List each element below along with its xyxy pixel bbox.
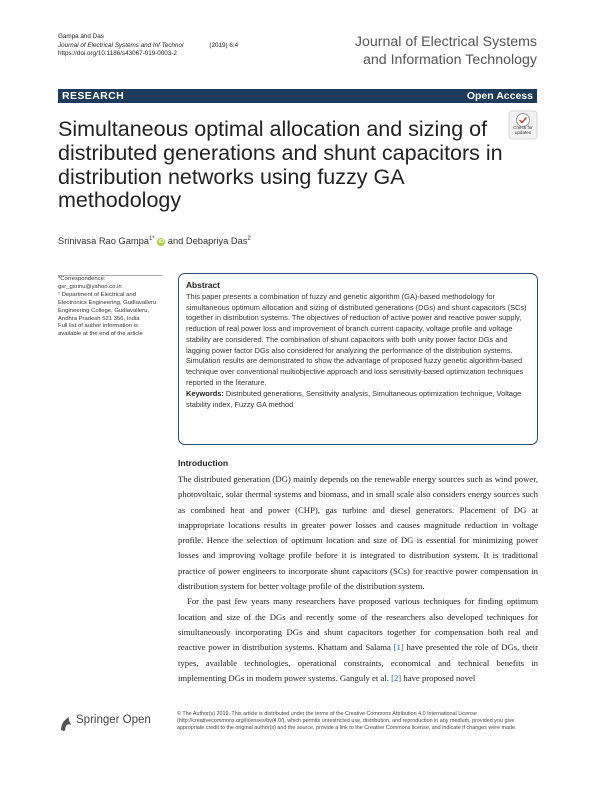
header-authors: Gampa and Das: [58, 33, 104, 40]
springer-horse-icon: [58, 713, 74, 733]
paragraph-2-part-a: For the past few years many researchers have proposed various techniques for finding optimum location and size of the DGs and recently some of the researchers also developed techniques for simultaneously incorporating DGs and shunt capacitors together for compensation both real and reactive power in distribution systems. Khattam and Salama: [178, 596, 538, 653]
introduction-heading: Introduction: [178, 458, 229, 468]
introduction-paragraph-1: The distributed generation (DG) mainly depends on the renewable energy sources such as wind power, photovoltaic, solar thermal systems and biomass, and in small scale also considers energy sources such as combined heat and power (CHP), gas turbine and diesel generators. Placement of DG at inappropriate locations results in greater power losses and causes magnitude reduction in voltage profile. Hence the selection of optimum location and size of DG is essential for minimizing power losses and improving voltage profile before it is integrated to distribution system. It is traditional practice of power engineers to incorporate shunt capacitors (SCs) for reactive power compensation in distribution system for better voltage profile of the distribution system.: [178, 474, 538, 592]
author-1-affiliation-mark: 1*: [148, 236, 155, 242]
header-year-volume: (2019) 6:4: [209, 41, 239, 49]
publisher-name: Springer Open: [76, 714, 151, 726]
article-type-label: RESEARCH: [62, 90, 125, 102]
abstract-text: This paper presents a combination of fuzzy and genetic algorithm (GA)-based methodology for simultaneous optimum allocation and sizing of distributed generations (DGs) and shunt capacitors (SCs) together in distribution systems. The objectives of reduction of active power and reactive power supply, reduction of real power loss and improvement of branch current capacity, voltage profile and voltage stability are considered. The combination of shunt capacitors with both unity power factor DGs and lagging power factor DGs also considered for analyzing the performance of the distribution systems. Simulation results are demonstrated to show the advantage of proposed fuzzy genetic algorithm-based technique over conventional multiobjective approach and loss sensitivity-based optimization techniques reported in the literature.: [186, 292, 527, 387]
author-connector: and: [165, 236, 186, 247]
author-1[interactable]: Srinivasa Rao Gampa: [58, 236, 149, 247]
article-type-banner: [58, 89, 537, 103]
paragraph-2-part-b: have presented the role of DGs, their types, available technologies, operational constraints, economical and technical benefits in implementing DGs in modern power systems. Ganguly et al.: [178, 642, 538, 683]
correspondence-label: *Correspondence:: [58, 276, 106, 282]
reference-link-1[interactable]: [1]: [393, 642, 404, 653]
author-2-affiliation-mark: 2: [247, 236, 251, 242]
introduction-paragraph-2: [178, 594, 538, 686]
paragraph-2-part-c: have proposed novel: [401, 672, 476, 683]
affiliation-text: ¹ Department of Electrical and Electronics Engineering, Gudlavalleru Engineering College, Gudlavalleru, Andhra Pradesh 521 356, India: [58, 291, 157, 322]
introduction-body: [178, 472, 538, 686]
keywords: [186, 389, 530, 410]
abstract-box: [178, 273, 538, 445]
license-text: © The Author(s) 2019. This article is distributed under the terms of the Creative Commons Attribution 4.0 International License (http://creativecommons.org/licenses/by/4.0/), which permits unrestricted use, distribution, and reproduction in any medium, provided you give appropriate credit to the original author(s) and the source, provide a link to the Creative Commons license, and indicate if changes were made.: [177, 711, 517, 732]
author-2[interactable]: Debapriya Das: [185, 236, 248, 247]
correspondence-email[interactable]: gsr_gsrinu@yahoo.co.in: [58, 283, 122, 290]
abstract-heading: Abstract: [186, 280, 220, 290]
keywords-label: Keywords:: [186, 389, 224, 399]
author-list: [58, 236, 251, 246]
header-doi[interactable]: https://doi.org/10.1186/s43067-019-0003-2: [58, 50, 177, 58]
open-access-label: Open Access: [466, 90, 533, 102]
article-title: Simultaneous optimal allocation and sizing of distributed generations and shunt capacitors in distribution networks using fuzzy GA methodology: [58, 117, 503, 213]
journal-name-line1: Journal of Electrical Systems: [354, 34, 537, 50]
reference-link-2[interactable]: [2]: [391, 672, 402, 683]
author-info-note: Full list of author information is available at the end of the article: [58, 323, 143, 338]
header-citation: [58, 42, 238, 51]
journal-name-line2: and Information Technology: [362, 51, 537, 68]
badge-label-line2: updates: [514, 130, 532, 135]
journal-name: [317, 34, 537, 69]
header-journal-abbrev: Journal of Electrical Systems and Inf Technol: [58, 41, 184, 49]
badge-label-line1: Check for: [513, 125, 533, 130]
orcid-icon[interactable]: iD: [158, 239, 164, 246]
correspondence-sidebar: [58, 275, 162, 339]
check-for-updates-label: [506, 125, 540, 135]
running-header: [58, 33, 238, 59]
keywords-list: Distributed generations, Sensitivity analysis, Simultaneous optimization technique, Voltage stability index, Fuzzy GA method: [186, 389, 522, 410]
